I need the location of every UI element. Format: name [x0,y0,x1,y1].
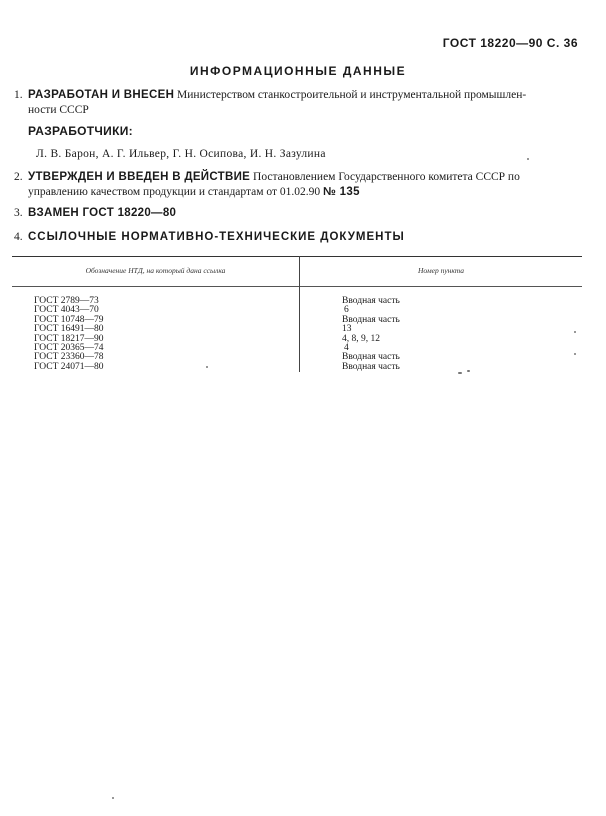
table-cell-doc: ГОСТ 23360—78 [34,352,104,363]
table-cell-doc: ГОСТ 18217—90 [34,333,104,344]
developers-heading: РАЗРАБОТЧИКИ: [28,124,133,138]
scan-speck [574,353,576,355]
scan-speck [112,797,114,799]
section-3 [14,206,584,221]
section-1-text-line1: Министерством станкостроительной и инструментальной промышлен- [177,89,527,101]
scan-speck [206,366,208,368]
section-1 [14,88,584,118]
scan-speck [574,331,576,333]
table-cell-item: Вводная часть [342,314,400,325]
table-header-item: Номер пункта [417,266,465,275]
table-cell-item: 13 [342,324,352,335]
table-cell-doc: ГОСТ 20365—74 [34,342,104,353]
section-2-text-line2: управлению качеством продукции и стандартам от 01.02.90 [28,186,321,198]
scan-speck [527,158,529,160]
section-4-number: 4. [14,231,23,243]
page-header: ГОСТ 18220—90 С. 36 [442,36,578,50]
section-3-number: 3. [14,207,23,219]
table-header-document: Обозначение НТД, на который дана ссылка [85,266,226,275]
section-2-decree-number: № 135 [323,186,360,198]
document-title: ИНФОРМАЦИОННЫЕ ДАННЫЕ [189,64,407,78]
table-cell-item: Вводная часть [342,296,400,306]
table-cell-doc: ГОСТ 16491—80 [34,324,104,335]
section-4 [14,230,584,245]
table-cell-item: 6 [344,305,349,316]
section-2 [14,170,584,200]
section-3-text: ВЗАМЕН ГОСТ 18220—80 [28,207,177,219]
section-1-lead: РАЗРАБОТАН И ВНЕСЕН [28,89,175,101]
table-cell-item: 4, 8, 9, 12 [342,333,380,344]
table-column-documents [34,297,104,372]
table-column-items [342,297,400,372]
section-2-lead: УТВЕРЖДЕН И ВВЕДЕН В ДЕЙСТВИЕ [28,171,251,183]
table-cell-item: 4 [344,342,349,353]
table-cell-doc: ГОСТ 4043—70 [34,305,99,316]
table-cell-item: Вводная часть [342,361,400,372]
section-4-text: ССЫЛОЧНЫЕ НОРМАТИВНО-ТЕХНИЧЕСКИЕ ДОКУМЕНТЫ [28,231,405,243]
table-cell-doc: ГОСТ 10748—79 [34,314,104,325]
table-cell-doc: ГОСТ 2789—73 [34,296,99,306]
section-2-number: 2. [14,171,23,183]
section-2-text-line1: Постановлением Государственного комитета СССР по [253,171,520,183]
table-cell-doc: ГОСТ 24071—80 [34,361,104,372]
table-top-rule [12,256,582,257]
table-header-rule [12,286,582,287]
table-cell-item: Вводная часть [342,352,400,363]
scan-speck [467,370,470,372]
section-1-number: 1. [14,89,23,101]
section-1-text-line2: ности СССР [28,104,89,116]
scan-speck [458,372,462,374]
developers-names: Л. В. Барон, А. Г. Ильвер, Г. Н. Осипова, И. Н. Зазулина [36,148,326,160]
